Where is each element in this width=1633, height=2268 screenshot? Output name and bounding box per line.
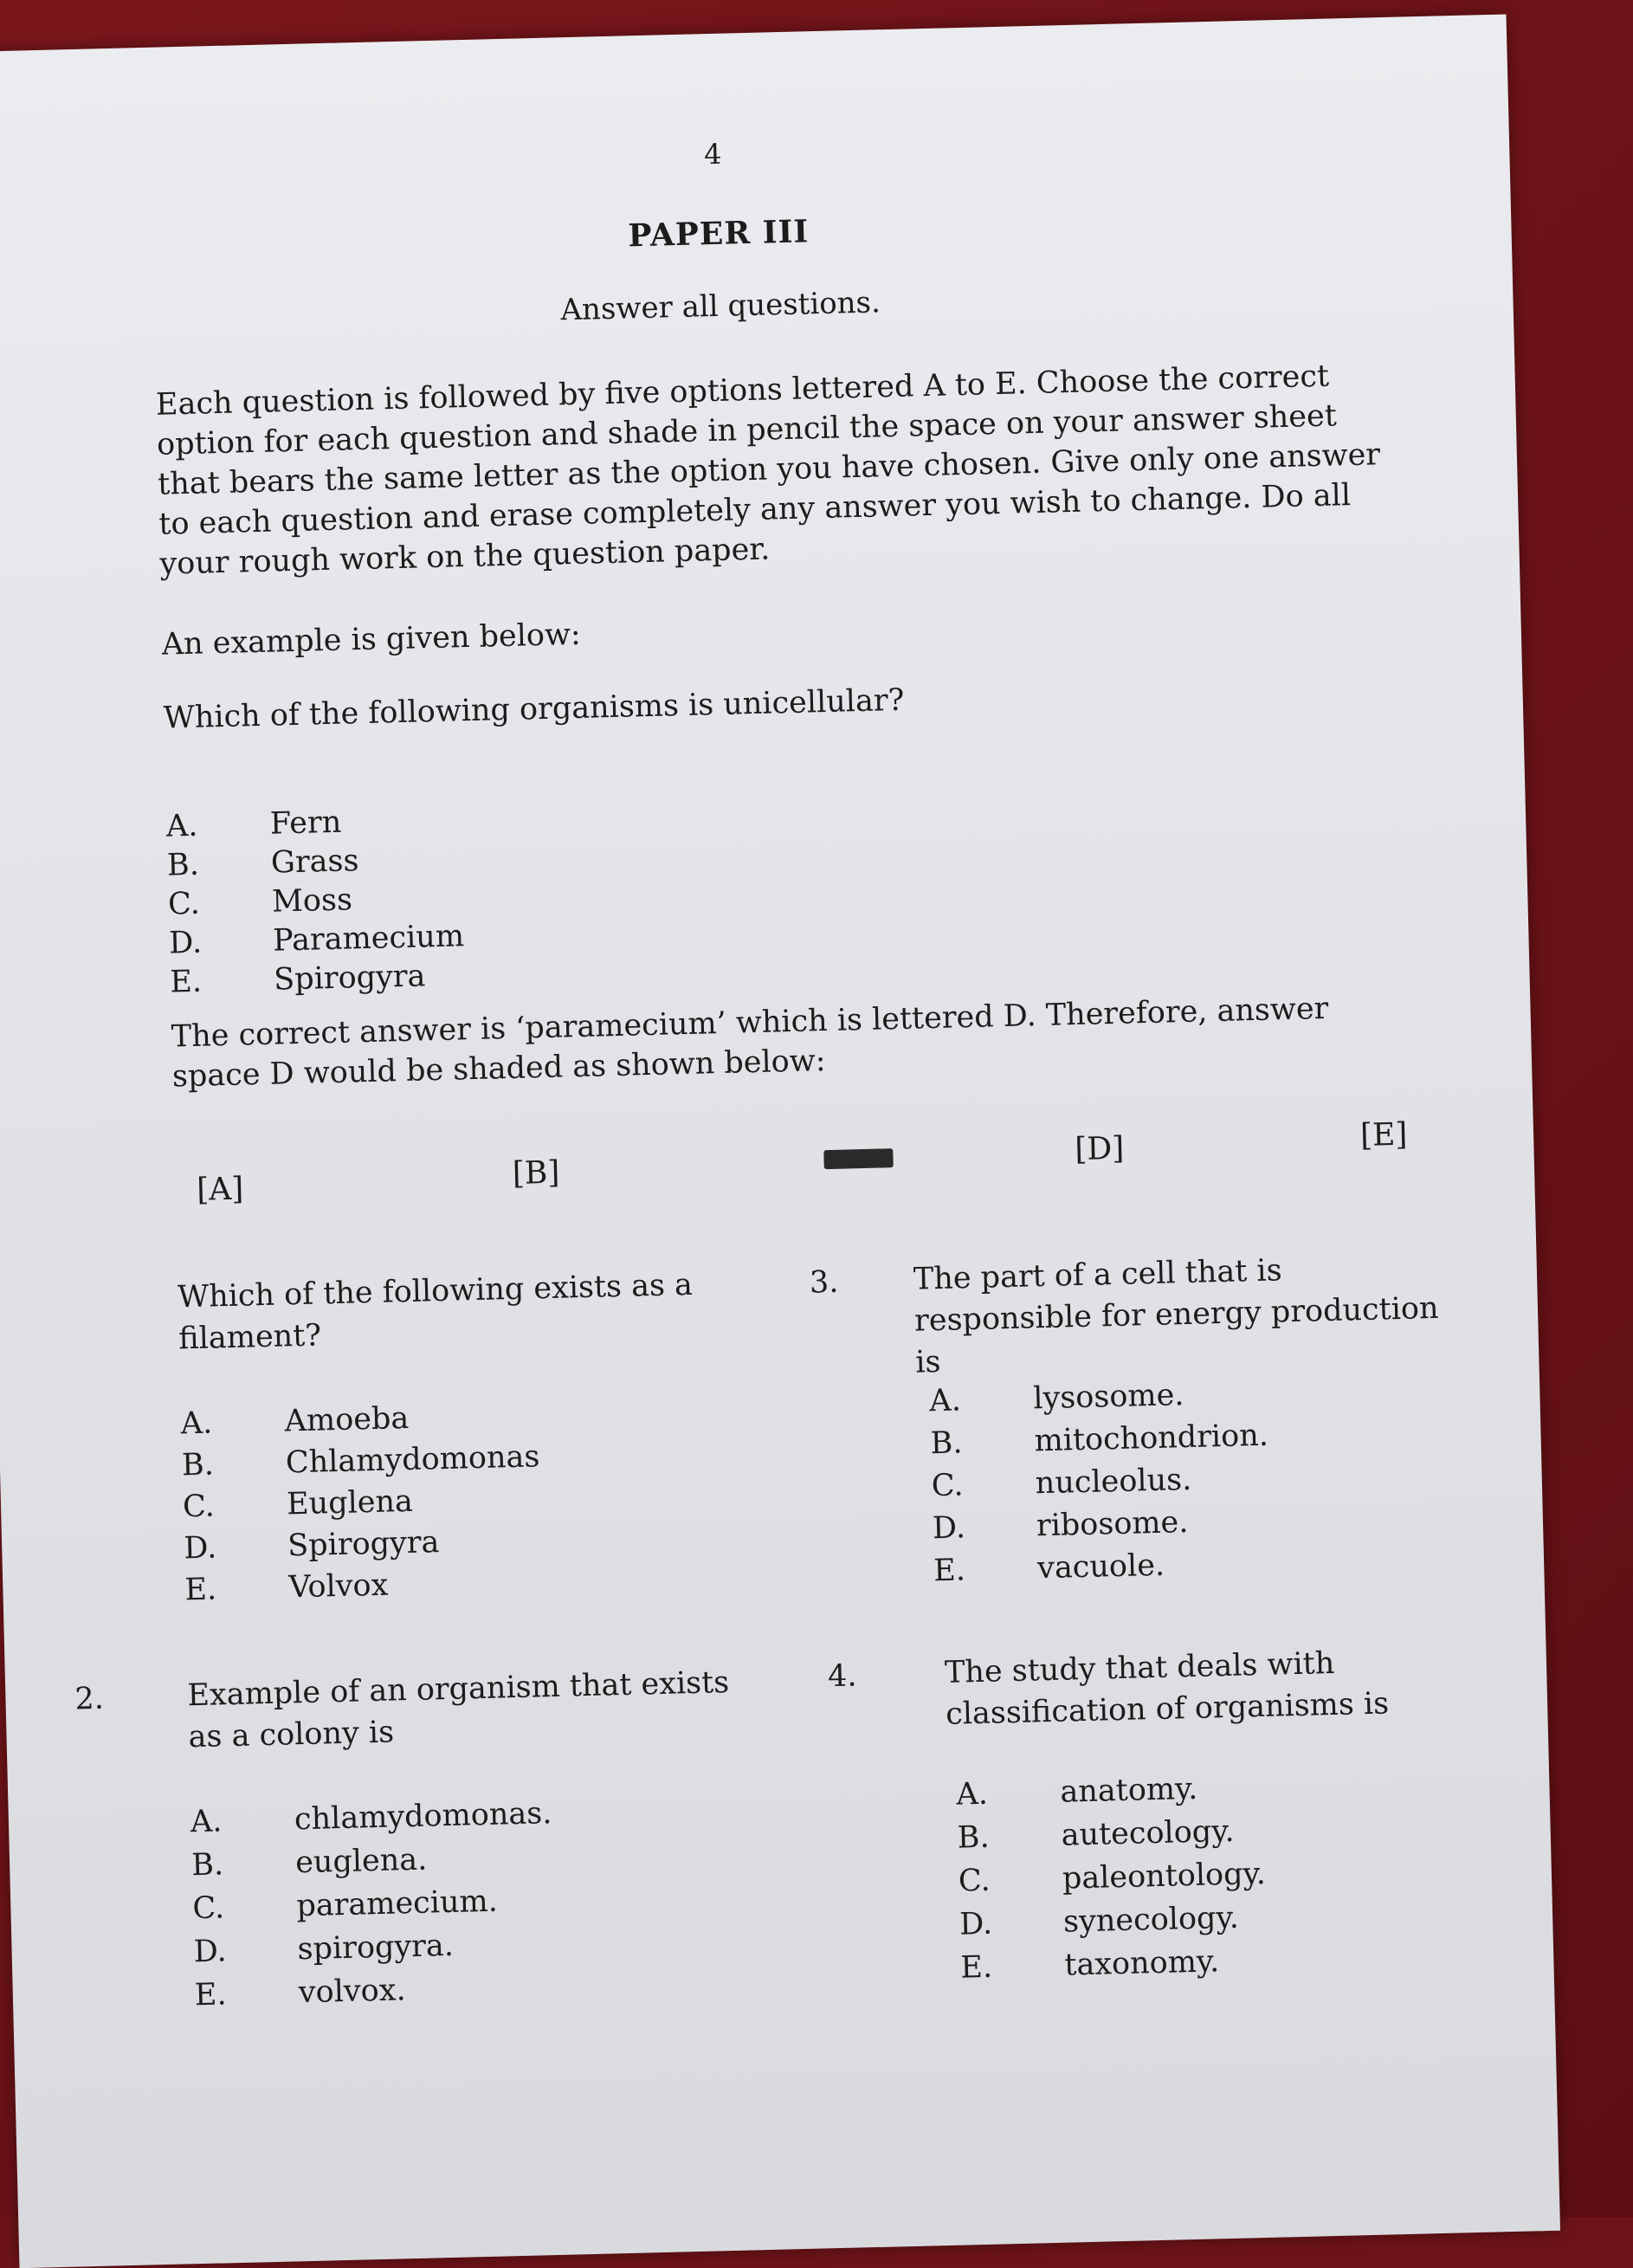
example-option — [165, 805, 341, 844]
option-text: Fern — [269, 804, 342, 842]
answer-space-a: [A] — [196, 1171, 244, 1208]
question-2-text: Example of an organism that exists as a colony is — [186, 1665, 730, 1755]
answer-space-e: [E] — [1359, 1116, 1408, 1154]
option-text: ribosome. — [1036, 1505, 1189, 1544]
question-3-option — [933, 1548, 1165, 1589]
question-2-option — [193, 1929, 454, 1969]
option-text: spirogyra. — [297, 1928, 455, 1968]
option-text: Euglena — [286, 1483, 414, 1522]
option-text: mitochondrion. — [1034, 1418, 1269, 1459]
option-text: autecology. — [1061, 1813, 1235, 1853]
option-text: euglena. — [294, 1842, 428, 1881]
option-text: Paramecium — [272, 919, 465, 959]
option-text: Volvox — [287, 1567, 389, 1606]
question-2-option — [194, 1973, 406, 2013]
option-letter: C. — [191, 1890, 225, 1927]
question-2-option — [190, 1796, 552, 1839]
option-text: anatomy. — [1059, 1771, 1198, 1810]
example-option — [169, 919, 465, 960]
option-text: Spirogyra — [273, 959, 426, 998]
option-letter: A. — [190, 1804, 223, 1840]
answer-space-c-shaded — [823, 1148, 894, 1169]
example-option — [170, 959, 426, 999]
question-3-option — [931, 1463, 1191, 1503]
question-3-option — [930, 1418, 1268, 1462]
option-letter: C. — [182, 1489, 216, 1525]
question-3-option — [933, 1505, 1189, 1546]
option-letter: D. — [183, 1530, 217, 1567]
question-1-text: Which of the following exists as a filament? — [177, 1267, 694, 1357]
answer-space-d: [D] — [1074, 1130, 1125, 1168]
paper-title: PAPER III — [627, 213, 810, 255]
option-text: lysosome. — [1032, 1378, 1184, 1417]
example-option — [167, 843, 359, 882]
question-4-option — [959, 1901, 1239, 1942]
option-text: synecology. — [1062, 1900, 1240, 1940]
question-3-number: 3. — [809, 1264, 839, 1301]
question-4-option — [958, 1857, 1266, 1899]
option-letter: C. — [167, 886, 201, 922]
option-text: Moss — [271, 882, 353, 920]
example-explanation: The correct answer is ‘paramecium’ which is lettered D. Therefore, answer space D would be shaded as shown below: — [171, 991, 1329, 1095]
option-text: Chlamydomonas — [285, 1439, 540, 1481]
question-4-text: The study that deals with classification of organisms is — [944, 1645, 1390, 1732]
question-4-number: 4. — [827, 1658, 858, 1695]
option-text: nucleolus. — [1035, 1462, 1192, 1502]
option-letter: C. — [931, 1468, 964, 1504]
option-text: chlamydomonas. — [294, 1796, 552, 1838]
option-text: Spirogyra — [287, 1525, 440, 1564]
instruction-heading: Answer all questions. — [560, 285, 881, 328]
instructions-paragraph: Each question is followed by five options lettered A to E. Choose the correct option for each question and shade in pencil the space on your answer sheet that bears the same letter as the option you have chosen. Give only one answer to each question and erase completely any answer you wish to change. Do all your rough work on the question paper. — [155, 359, 1381, 582]
option-text: Grass — [270, 843, 359, 881]
option-letter: B. — [930, 1425, 963, 1462]
option-letter: E. — [169, 964, 203, 1000]
option-text: taxonomy. — [1063, 1944, 1220, 1983]
question-4-option — [957, 1814, 1235, 1856]
question-1-option — [181, 1439, 539, 1483]
question-2-option — [191, 1843, 428, 1884]
example-question: Which of the following organisms is unicellular? — [163, 682, 905, 736]
example-intro: An example is given below: — [161, 617, 582, 662]
option-text: vacuole. — [1036, 1548, 1165, 1586]
option-letter: B. — [166, 847, 200, 883]
question-1-option — [180, 1401, 409, 1441]
question-1-option — [184, 1568, 389, 1608]
exam-paper-sheet — [0, 15, 1560, 2268]
option-letter: C. — [958, 1863, 991, 1899]
option-letter: E. — [959, 1949, 993, 1986]
option-letter: E. — [194, 1977, 228, 2013]
question-1-option — [183, 1484, 414, 1524]
option-letter: D. — [193, 1934, 228, 1970]
option-letter: B. — [181, 1447, 215, 1483]
question-3-text: The part of a cell that is responsible for energy production is — [913, 1253, 1439, 1380]
question-2-option — [192, 1884, 498, 1927]
question-1-option — [184, 1525, 440, 1566]
question-3-option — [929, 1378, 1184, 1418]
option-letter: D. — [168, 925, 203, 961]
option-letter: A. — [180, 1405, 213, 1442]
option-text: paleontology. — [1062, 1856, 1267, 1896]
option-letter: D. — [958, 1906, 993, 1942]
example-option — [168, 882, 353, 921]
option-letter: B. — [957, 1819, 991, 1856]
option-letter: D. — [932, 1510, 966, 1547]
option-text: Amoeba — [284, 1400, 410, 1439]
option-letter: A. — [956, 1776, 989, 1812]
answer-space-b: [B] — [512, 1154, 560, 1192]
question-2-number: 2. — [74, 1681, 105, 1717]
question-4-option — [956, 1772, 1198, 1812]
page-number: 4 — [703, 137, 722, 171]
option-letter: A. — [928, 1383, 962, 1419]
option-letter: E. — [184, 1572, 217, 1608]
option-letter: B. — [190, 1847, 224, 1884]
option-letter: A. — [165, 808, 198, 844]
option-letter: E. — [933, 1553, 966, 1589]
option-text: volvox. — [298, 1973, 407, 2011]
option-text: paramecium. — [295, 1884, 499, 1924]
question-4-option — [960, 1944, 1220, 1985]
